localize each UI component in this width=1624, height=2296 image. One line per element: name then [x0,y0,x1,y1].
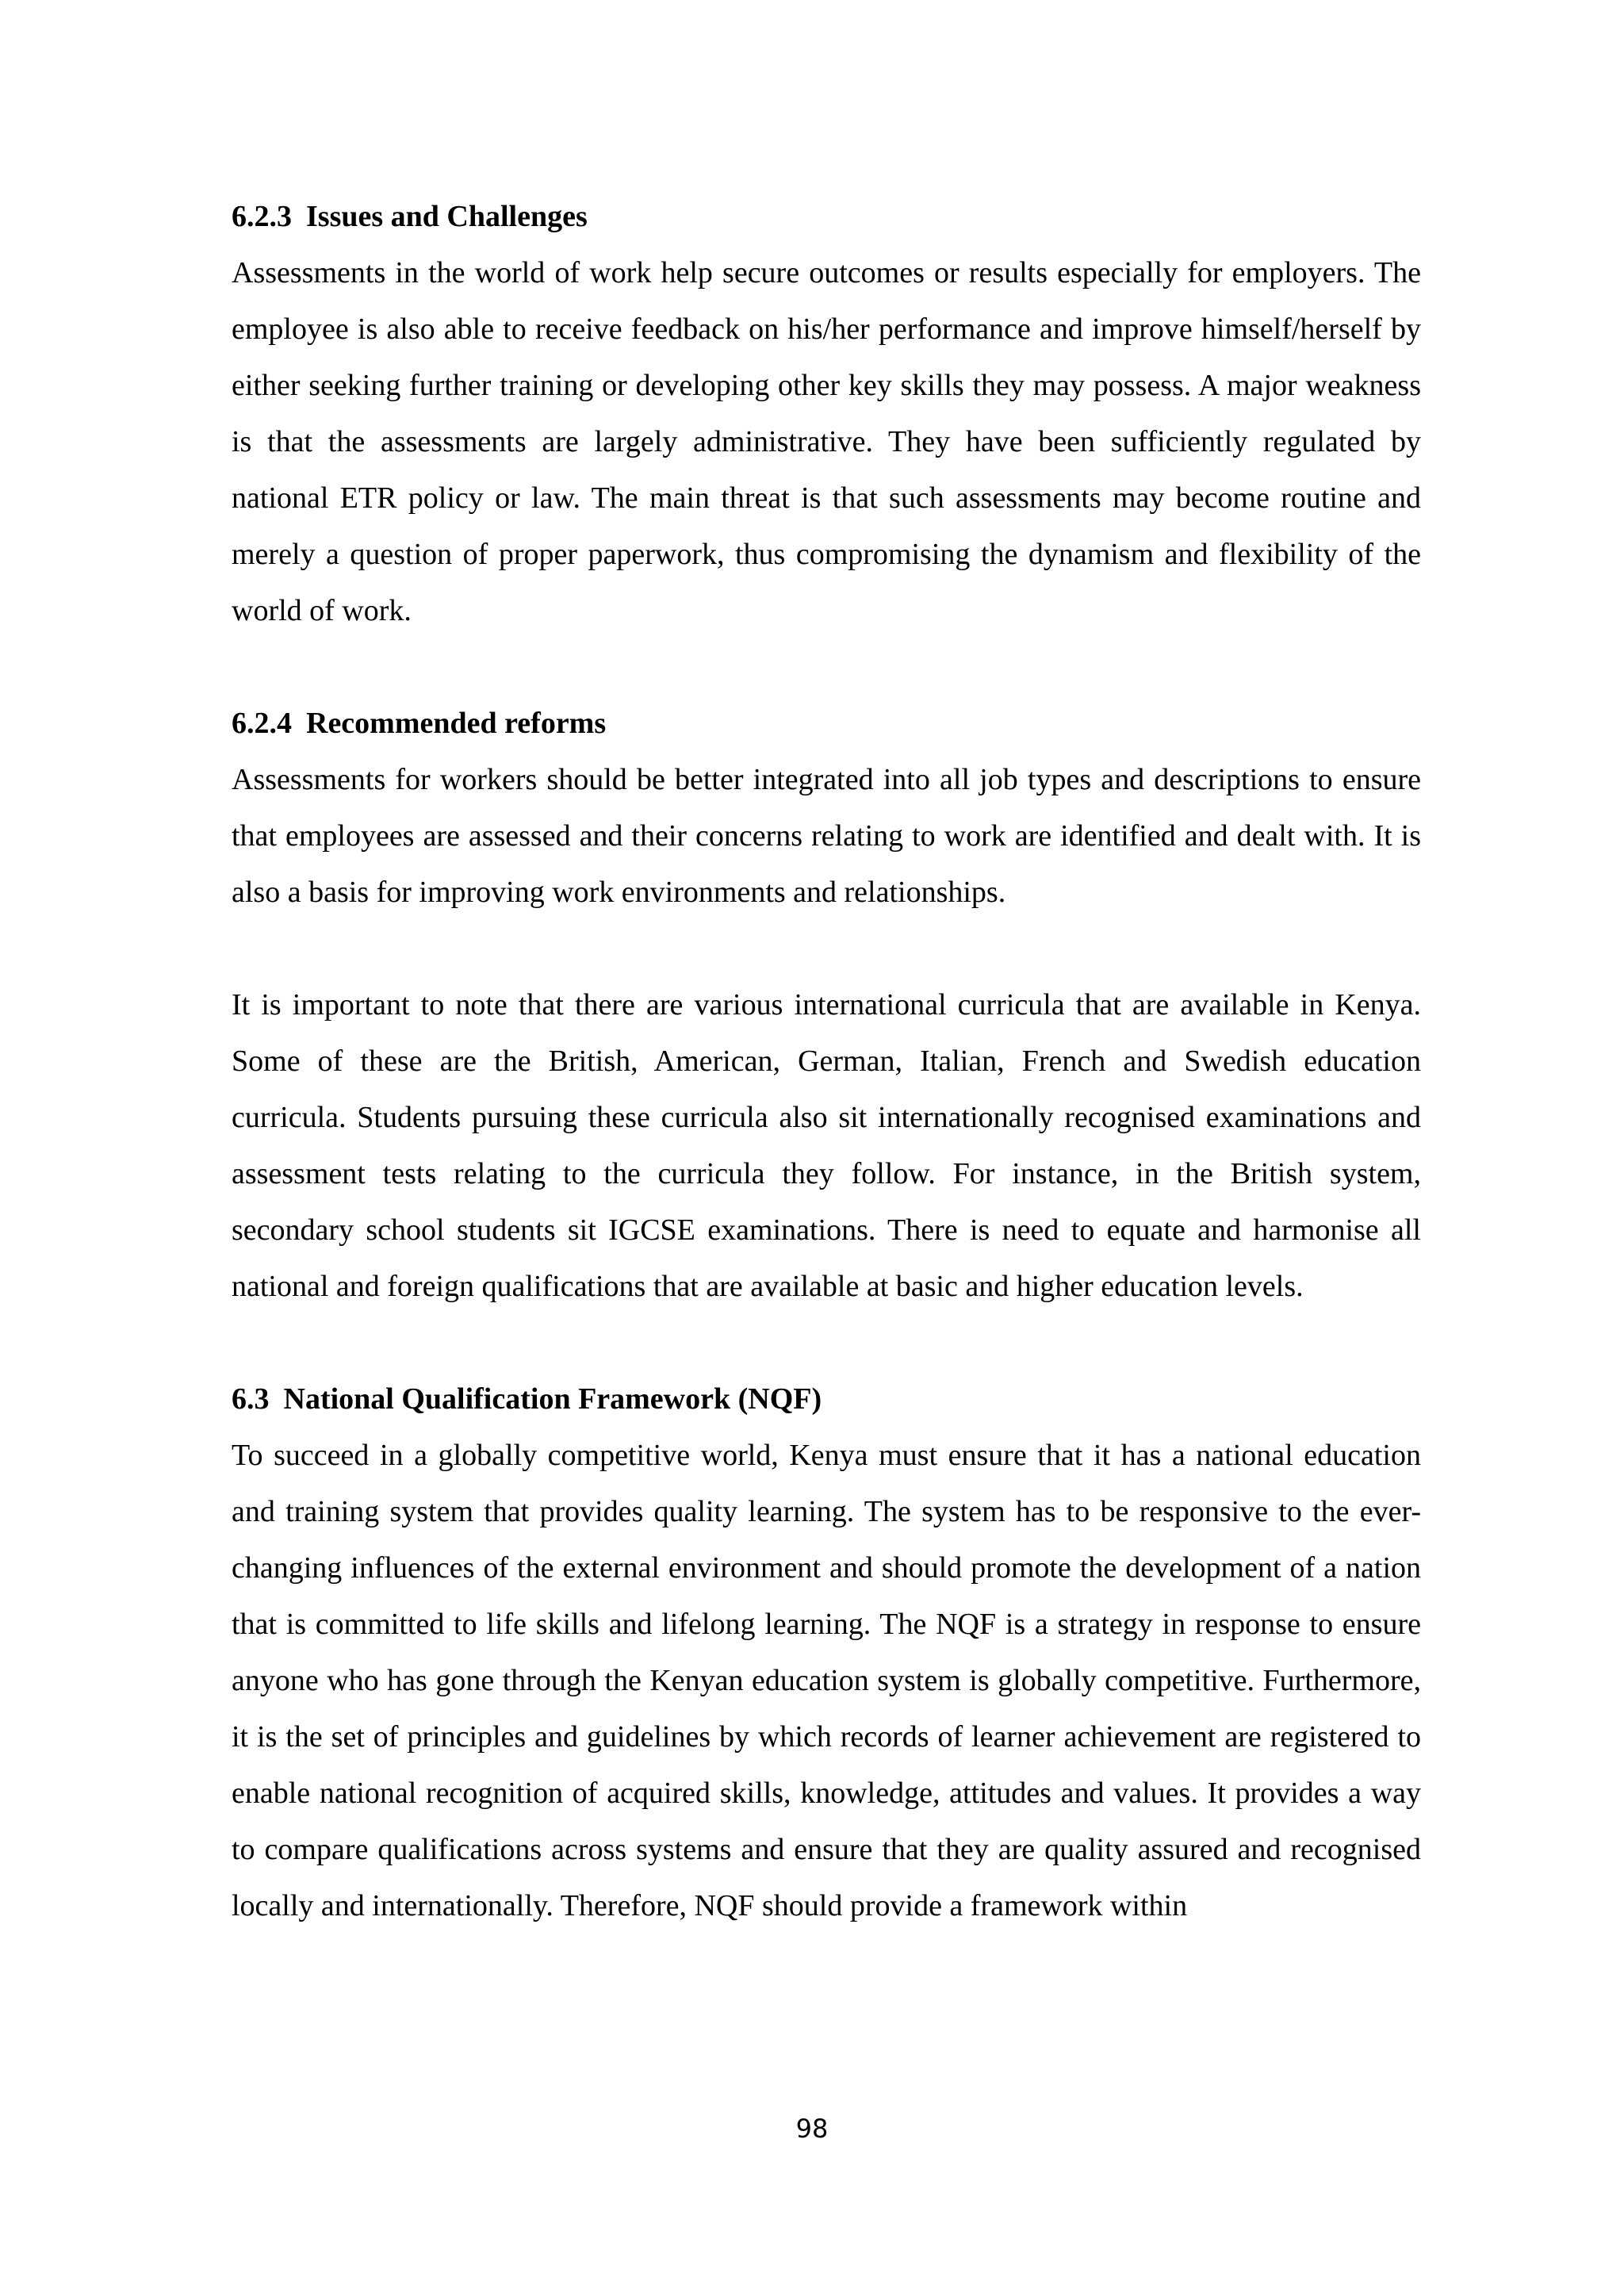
paragraph: Assessments in the world of work help secure outcomes or results especially for employers. The employee is also able to receive feedback on his/her performance and improve himself/herself by either seeking further training or developing other key skills they may possess. A major weakness is that the assessments are largely administrative. They have been sufficiently regulated by national ETR policy or law. The main threat is that such assessments may become routine and merely a question of proper paperwork, thus compromising the dynamism and flexibility of the world of work. [232,256,1421,627]
page-number: 98 [795,2114,829,2144]
section-heading-6-3 [232,1371,1421,1428]
section-heading-6-2-3 [232,189,1421,245]
section-number: 6.2.3 [232,200,292,233]
section-title: Issues and Challenges [306,200,588,233]
section-title: Recommended reforms [306,707,607,740]
section-title: National Qualification Framework (NQF) [283,1382,822,1416]
paragraph: Assessments for workers should be better integrated into all job types and descriptions to ensure that employees are assessed and their concerns relating to work are identified and dealt with. It is also a basis for improving work environments and relationships. [232,763,1421,909]
paragraph: It is important to note that there are various international curricula that are available in Kenya. Some of these are the British, American, German, Italian, French and Swedish education curricula. Students pursuing these curricula also sit internationally recognised examinations and assessment tests relating to the curricula they follow. For instance, in the British system, secondary school students sit IGCSE examinations. There is need to equate and harmonise all national and foreign qualifications that are available at basic and higher education levels. [232,988,1421,1303]
paragraph: To succeed in a globally competitive world, Kenya must ensure that it has a national education and training system that provides quality learning. The system has to be responsive to the ever-changing influences of the external environment and should promote the development of a nation that is committed to life skills and lifelong learning. The NQF is a strategy in response to ensure anyone who has gone through the Kenyan education system is globally competitive. Furthermore, it is the set of principles and guidelines by which records of learner achievement are registered to enable national recognition of acquired skills, knowledge, attitudes and values. It provides a way to compare qualifications across systems and ensure that they are quality assured and recognised locally and internationally. Therefore, NQF should provide a framework within [232,1439,1421,1922]
page-content [232,189,1421,1934]
section-number: 6.2.4 [232,707,292,740]
section-number: 6.3 [232,1382,270,1416]
section-heading-6-2-4 [232,696,1421,752]
